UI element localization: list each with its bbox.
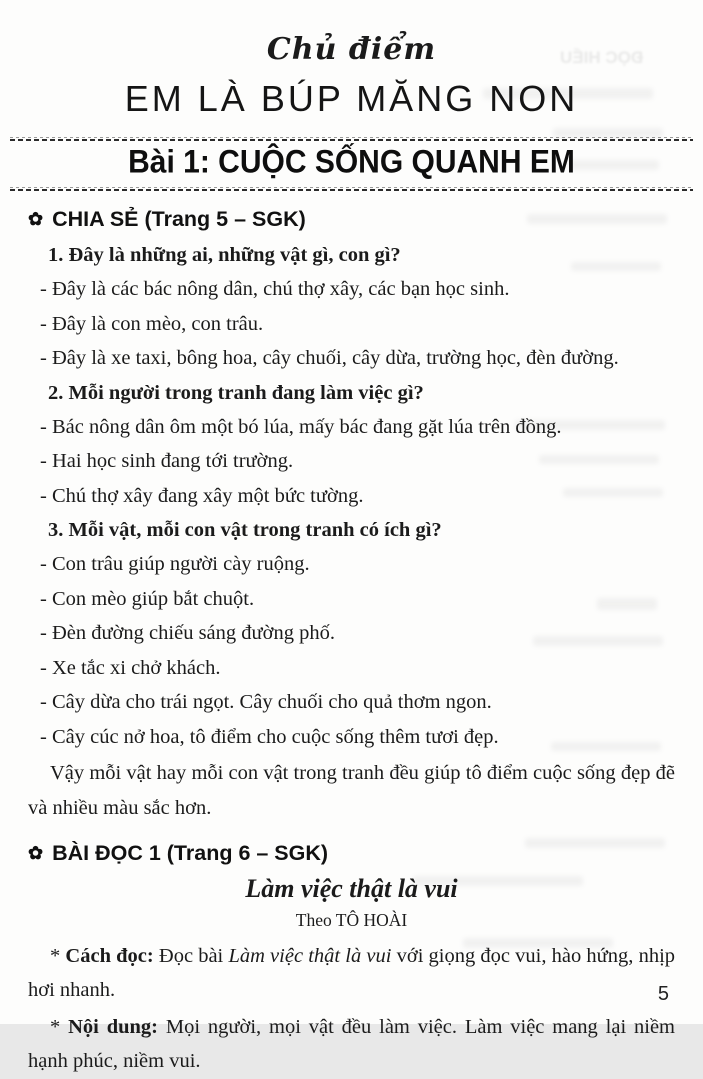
reading-title: Làm việc thật là vui — [245, 874, 458, 904]
answer: - Đèn đường chiếu sáng đường phố. — [40, 622, 335, 645]
answer: - Con trâu giúp người cày ruộng. — [40, 553, 310, 576]
reading-byline: Theo TÔ HOÀI — [295, 910, 408, 931]
star-marker: * — [50, 944, 61, 967]
how-to-read-pre: Đọc bài — [158, 944, 224, 967]
answer: - Hai học sinh đang tới trường. — [40, 450, 294, 473]
answer: - Chú thợ xây đang xây một bức tường. — [40, 484, 364, 507]
page-number: 5 — [657, 983, 669, 1005]
answer: - Cây dừa cho trái ngọt. Cây chuối cho quả thơm ngon. — [40, 691, 492, 714]
answer: - Đây là các bác nông dân, chú thợ xây, các bạn học sinh. — [40, 278, 510, 301]
how-to-read-paragraph — [28, 939, 675, 1008]
share-section-heading-label: CHIA SẺ (Trang 5 – SGK) — [52, 207, 306, 232]
question-2: 2. Mỗi người trong tranh đang làm việc gì? — [48, 381, 424, 404]
theme-title: EM LÀ BÚP MĂNG NON — [124, 78, 579, 119]
answer: - Con mèo giúp bắt chuột. — [40, 587, 255, 610]
question-1: 1. Đây là những ai, những vật gì, con gì? — [48, 244, 401, 267]
answer: - Đây là xe taxi, bông hoa, cây chuối, cây dừa, trường học, đèn đường. — [40, 347, 619, 370]
theme-kicker: Chủ điểm — [266, 32, 437, 67]
answer: - Đây là con mèo, con trâu. — [40, 312, 264, 335]
content-label: Nội dung: — [68, 1015, 158, 1038]
how-to-read-label: Cách đọc: — [65, 944, 154, 967]
how-to-read-post: với giọng đọc vui, hào hứng, nhịp hơi nhanh. — [28, 944, 676, 1002]
share-section-heading — [28, 207, 675, 232]
content-text: Mọi người, mọi vật đều làm việc. Làm việc mang lại niềm hạnh phúc, niềm vui. — [28, 1015, 675, 1073]
florette-icon: ✿ — [28, 843, 44, 864]
star-marker: * — [50, 1015, 61, 1038]
content-paragraph — [28, 1010, 675, 1079]
reading-section-heading — [28, 841, 675, 866]
dashed-rule-bottom — [10, 187, 693, 191]
lesson-banner: Bài 1: CUỘC SỐNG QUANH EM — [128, 144, 575, 181]
answer: - Bác nông dân ôm một bó lúa, mấy bác đang gặt lúa trên đồng. — [40, 415, 562, 438]
reading-section-heading-label: BÀI ĐỌC 1 (Trang 6 – SGK) — [52, 841, 329, 866]
bleed-through-text: ĐỌC HIỂU — [559, 48, 643, 67]
answer: - Xe tắc xi chở khách. — [40, 656, 221, 679]
conclusion-paragraph: Vậy mỗi vật hay mỗi con vật trong tranh đều giúp tô điểm cuộc sống đẹp đẽ và nhiều màu sắc hơn. — [28, 762, 675, 819]
how-to-read-title: Làm việc thật là vui — [228, 944, 392, 967]
answer: - Cây cúc nở hoa, tô điểm cho cuộc sống thêm tươi đẹp. — [40, 725, 499, 748]
question-3: 3. Mỗi vật, mỗi con vật trong tranh có ích gì? — [48, 519, 442, 542]
florette-icon: ✿ — [28, 209, 44, 230]
